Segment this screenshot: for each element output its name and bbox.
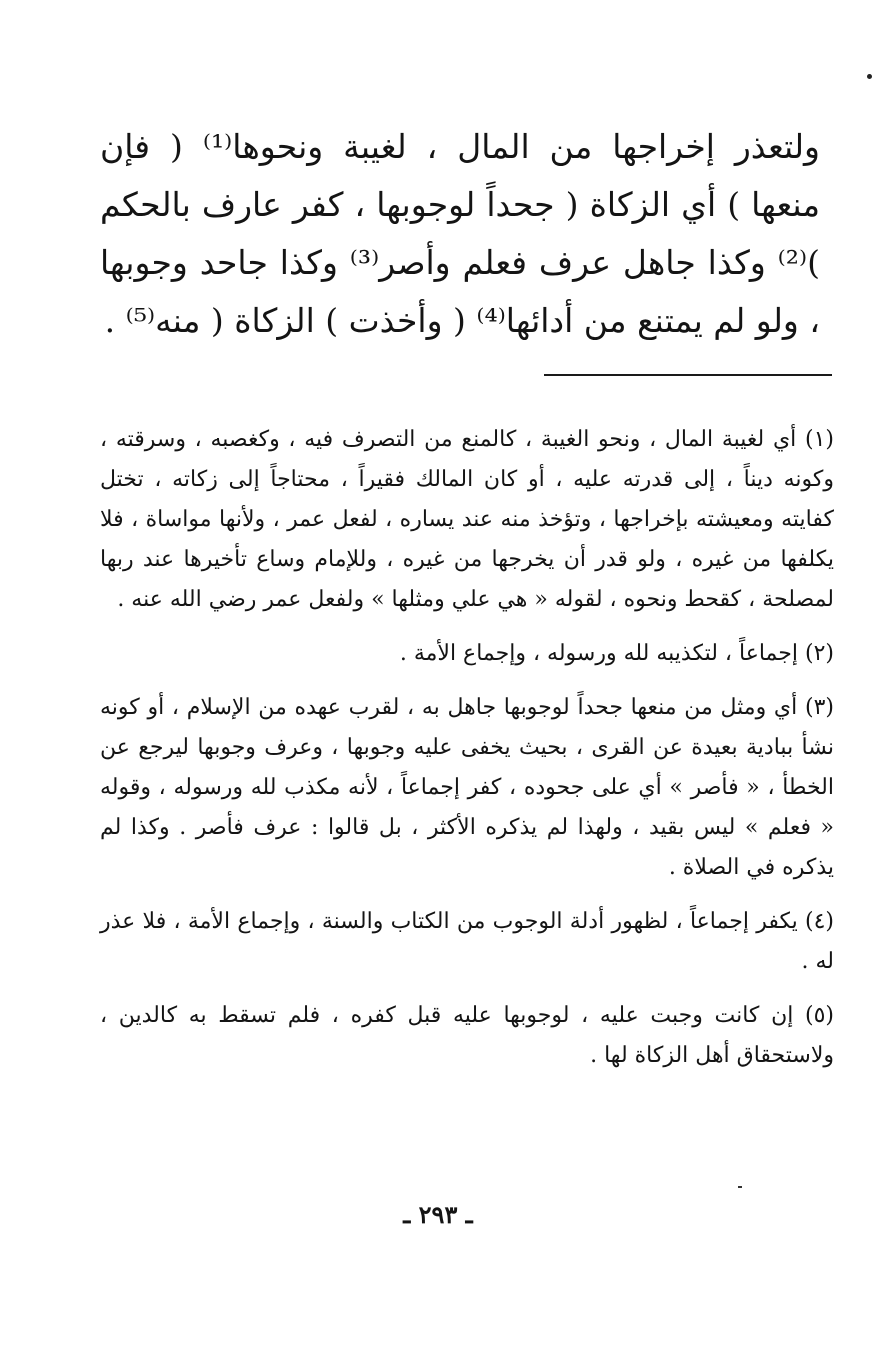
main-text: ولتعذر إخراجها من المال ، لغيبة ونحوها⁽¹⁾ ( فإن منعها ) أي الزكاة ( جحداً لوجوبها ، كفر عارف بالحكم )⁽²⁾ وكذا جاهل عرف فعلم وأصر⁽³⁾ وكذا جاحد وجوبها ، ولو لم يمتنع من أدائها⁽⁴⁾ ( وأخذت ) الزكاة ( منه⁽⁵⁾ .: [100, 127, 820, 340]
page-number: ـ ٢٩٣ ـ: [403, 1200, 473, 1229]
footnote-2: (٢) إجماعاً ، لتكذيبه لله ورسوله ، وإجماع الأمة .: [399, 641, 834, 666]
footnote-separator: [544, 374, 832, 376]
footnote-4: (٤) يكفر إجماعاً ، لظهور أدلة الوجوب من الكتاب والسنة ، وإجماع الأمة ، فلا عذر له .: [100, 909, 834, 974]
footnotes: [100, 420, 834, 1090]
edge-mark: [867, 74, 872, 79]
footnote-5: (٥) إن كانت وجبت عليه ، لوجوبها عليه قبل كفره ، فلم تسقط به كالدين ، ولاستحقاق أهل الزكاة لها .: [100, 1003, 834, 1068]
print-speck: [738, 1186, 742, 1188]
footnote-3: (٣) أي ومثل من منعها جحداً لوجوبها جاهل به ، لقرب عهده من الإسلام ، أو كونه نشأ ببادية بعيدة عن القرى ، بحيث يخفى عليه وجوبها ، وعرف وجوبها ليرجع عن الخطأ ، « فأصر » أي على جحوده ، كفر إجماعاً ، لأنه مكذب لله ورسوله ، وقوله « فعلم » ليس بقيد ، ولهذا لم يذكره الأكثر ، بل قالوا : عرف فأصر . وكذا لم يذكره في الصلاة .: [100, 695, 834, 880]
footnote-1: (١) أي لغيبة المال ، ونحو الغيبة ، كالمنع من التصرف فيه ، وكغصبه ، وسرقته ، وكونه ديناً ، إلى قدرته عليه ، أو كان المالك فقيراً ، محتاجاً إلى زكاته ، تختل كفايته ومعيشته بإخراجها ، وتؤخذ منه عند يساره ، لفعل عمر ، ولأنها مواساة ، فلا يكلفها من غيره ، ولو قدر أن يخرجها من غيره ، وللإمام وساع تأخيرها عند ربها لمصلحة ، كقحط ونحوه ، لقوله « هي علي ومثلها » ولفعل عمر رضي الله عنه .: [100, 427, 834, 612]
